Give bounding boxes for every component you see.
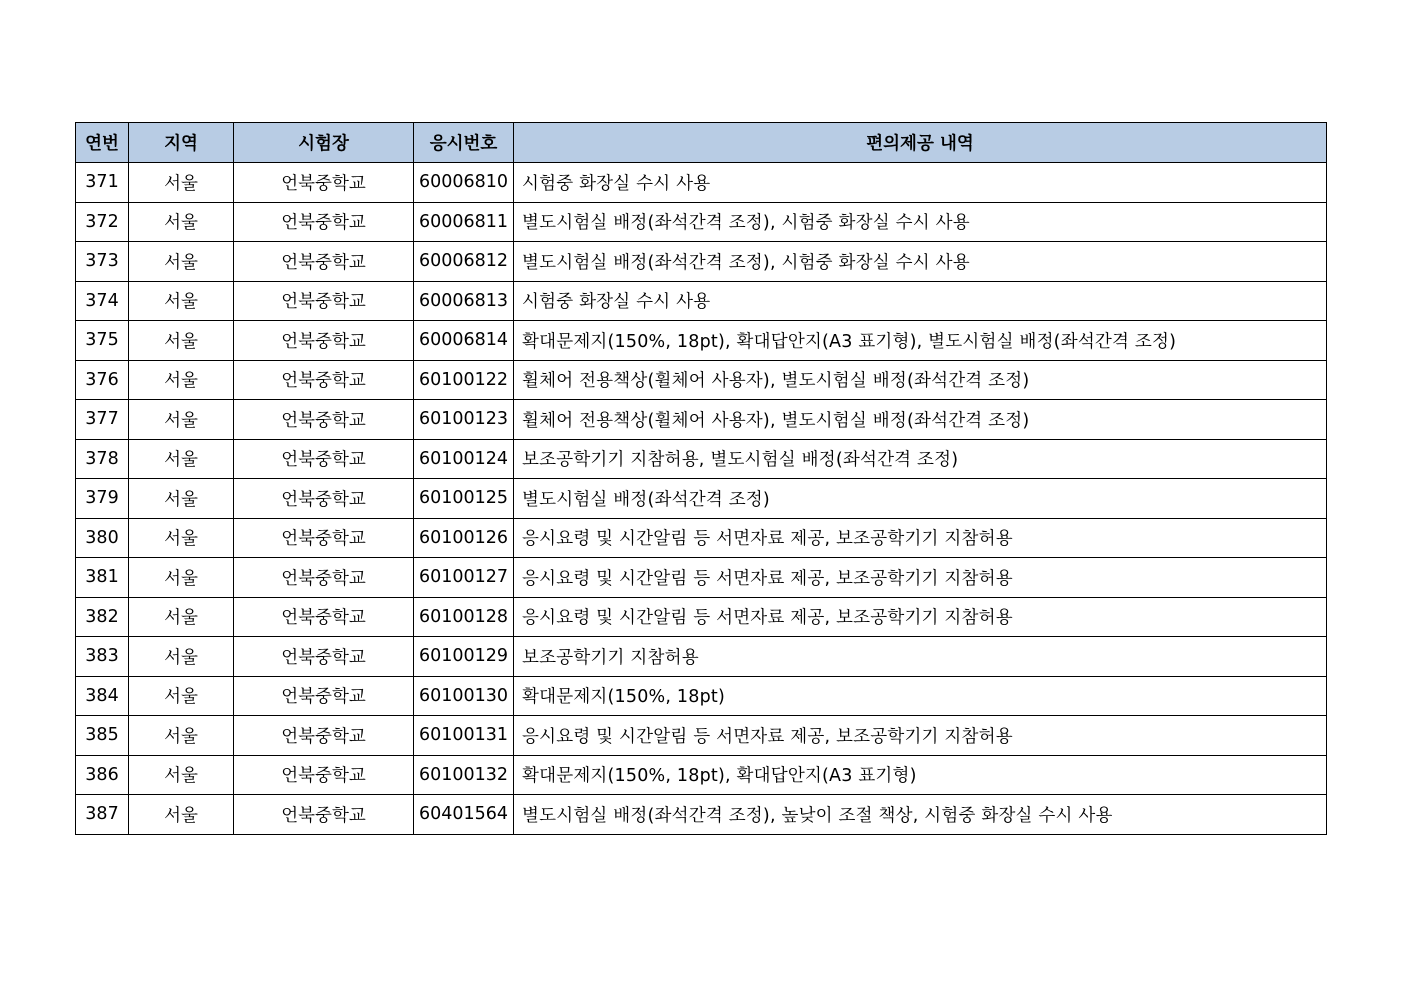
cell-exam-site: 언북중학교: [234, 202, 414, 242]
cell-exam-site: 언북중학교: [234, 479, 414, 519]
table-row: [76, 755, 1327, 795]
cell-region: 서울: [129, 755, 234, 795]
cell-exam-site: 언북중학교: [234, 400, 414, 440]
cell-exam-site: 언북중학교: [234, 360, 414, 400]
table-header-row: [76, 123, 1327, 163]
cell-exam-number: 60100131: [414, 716, 514, 756]
cell-serial-number: 381: [76, 558, 129, 598]
cell-exam-number: 60100130: [414, 676, 514, 716]
header-serial-number: 연번: [76, 123, 129, 163]
cell-serial-number: 372: [76, 202, 129, 242]
table-row: [76, 202, 1327, 242]
cell-exam-site: 언북중학교: [234, 676, 414, 716]
cell-accommodation-details: 응시요령 및 시간알림 등 서면자료 제공, 보조공학기기 지참허용: [514, 716, 1327, 756]
cell-exam-site: 언북중학교: [234, 163, 414, 203]
cell-exam-number: 60006814: [414, 321, 514, 361]
cell-exam-number: 60100125: [414, 479, 514, 519]
cell-accommodation-details: 시험중 화장실 수시 사용: [514, 163, 1327, 203]
cell-exam-number: 60100132: [414, 755, 514, 795]
cell-serial-number: 378: [76, 439, 129, 479]
cell-exam-site: 언북중학교: [234, 242, 414, 282]
cell-exam-number: 60100124: [414, 439, 514, 479]
table-row: [76, 795, 1327, 835]
table-row: [76, 242, 1327, 282]
cell-region: 서울: [129, 558, 234, 598]
cell-exam-site: 언북중학교: [234, 321, 414, 361]
table-row: [76, 360, 1327, 400]
cell-exam-number: 60100122: [414, 360, 514, 400]
cell-exam-site: 언북중학교: [234, 518, 414, 558]
cell-exam-site: 언북중학교: [234, 716, 414, 756]
cell-exam-number: 60006810: [414, 163, 514, 203]
cell-accommodation-details: 별도시험실 배정(좌석간격 조정), 시험중 화장실 수시 사용: [514, 202, 1327, 242]
cell-region: 서울: [129, 360, 234, 400]
cell-exam-number: 60100123: [414, 400, 514, 440]
table-row: [76, 676, 1327, 716]
cell-serial-number: 374: [76, 281, 129, 321]
cell-exam-site: 언북중학교: [234, 558, 414, 598]
table-row: [76, 163, 1327, 203]
cell-region: 서울: [129, 400, 234, 440]
cell-exam-number: 60100126: [414, 518, 514, 558]
cell-serial-number: 373: [76, 242, 129, 282]
cell-accommodation-details: 확대문제지(150%, 18pt): [514, 676, 1327, 716]
cell-serial-number: 379: [76, 479, 129, 519]
cell-serial-number: 385: [76, 716, 129, 756]
header-exam-number: 응시번호: [414, 123, 514, 163]
cell-exam-site: 언북중학교: [234, 439, 414, 479]
header-accommodation-details: 편의제공 내역: [514, 123, 1327, 163]
cell-exam-number: 60401564: [414, 795, 514, 835]
cell-serial-number: 383: [76, 637, 129, 677]
cell-accommodation-details: 보조공학기기 지참허용, 별도시험실 배정(좌석간격 조정): [514, 439, 1327, 479]
cell-accommodation-details: 휠체어 전용책상(휠체어 사용자), 별도시험실 배정(좌석간격 조정): [514, 360, 1327, 400]
accommodation-table: [75, 122, 1327, 835]
cell-exam-site: 언북중학교: [234, 281, 414, 321]
cell-exam-number: 60006811: [414, 202, 514, 242]
table-row: [76, 400, 1327, 440]
cell-accommodation-details: 휠체어 전용책상(휠체어 사용자), 별도시험실 배정(좌석간격 조정): [514, 400, 1327, 440]
cell-exam-site: 언북중학교: [234, 795, 414, 835]
cell-region: 서울: [129, 676, 234, 716]
cell-region: 서울: [129, 242, 234, 282]
cell-accommodation-details: 응시요령 및 시간알림 등 서면자료 제공, 보조공학기기 지참허용: [514, 597, 1327, 637]
cell-exam-site: 언북중학교: [234, 597, 414, 637]
table-row: [76, 479, 1327, 519]
cell-accommodation-details: 확대문제지(150%, 18pt), 확대답안지(A3 표기형): [514, 755, 1327, 795]
cell-exam-number: 60100128: [414, 597, 514, 637]
table-row: [76, 597, 1327, 637]
cell-exam-number: 60100127: [414, 558, 514, 598]
cell-exam-site: 언북중학교: [234, 637, 414, 677]
cell-exam-number: 60006813: [414, 281, 514, 321]
cell-region: 서울: [129, 163, 234, 203]
cell-accommodation-details: 확대문제지(150%, 18pt), 확대답안지(A3 표기형), 별도시험실 배정(좌석간격 조정): [514, 321, 1327, 361]
cell-region: 서울: [129, 439, 234, 479]
cell-region: 서울: [129, 321, 234, 361]
cell-accommodation-details: 시험중 화장실 수시 사용: [514, 281, 1327, 321]
cell-accommodation-details: 응시요령 및 시간알림 등 서면자료 제공, 보조공학기기 지참허용: [514, 518, 1327, 558]
cell-serial-number: 387: [76, 795, 129, 835]
table-row: [76, 637, 1327, 677]
cell-serial-number: 384: [76, 676, 129, 716]
header-region: 지역: [129, 123, 234, 163]
cell-exam-site: 언북중학교: [234, 755, 414, 795]
cell-accommodation-details: 응시요령 및 시간알림 등 서면자료 제공, 보조공학기기 지참허용: [514, 558, 1327, 598]
table-row: [76, 558, 1327, 598]
cell-accommodation-details: 보조공학기기 지참허용: [514, 637, 1327, 677]
header-exam-site: 시험장: [234, 123, 414, 163]
cell-region: 서울: [129, 795, 234, 835]
table-row: [76, 716, 1327, 756]
cell-region: 서울: [129, 281, 234, 321]
cell-region: 서울: [129, 518, 234, 558]
cell-serial-number: 382: [76, 597, 129, 637]
cell-exam-number: 60100129: [414, 637, 514, 677]
cell-serial-number: 376: [76, 360, 129, 400]
cell-serial-number: 375: [76, 321, 129, 361]
table-row: [76, 518, 1327, 558]
cell-region: 서울: [129, 637, 234, 677]
cell-region: 서울: [129, 202, 234, 242]
cell-exam-number: 60006812: [414, 242, 514, 282]
cell-serial-number: 371: [76, 163, 129, 203]
cell-accommodation-details: 별도시험실 배정(좌석간격 조정), 시험중 화장실 수시 사용: [514, 242, 1327, 282]
cell-serial-number: 377: [76, 400, 129, 440]
cell-region: 서울: [129, 716, 234, 756]
cell-accommodation-details: 별도시험실 배정(좌석간격 조정): [514, 479, 1327, 519]
cell-accommodation-details: 별도시험실 배정(좌석간격 조정), 높낮이 조절 책상, 시험중 화장실 수시 사용: [514, 795, 1327, 835]
table-body: [76, 163, 1327, 835]
table-row: [76, 439, 1327, 479]
cell-serial-number: 380: [76, 518, 129, 558]
cell-region: 서울: [129, 597, 234, 637]
table-row: [76, 321, 1327, 361]
cell-region: 서울: [129, 479, 234, 519]
table-row: [76, 281, 1327, 321]
cell-serial-number: 386: [76, 755, 129, 795]
